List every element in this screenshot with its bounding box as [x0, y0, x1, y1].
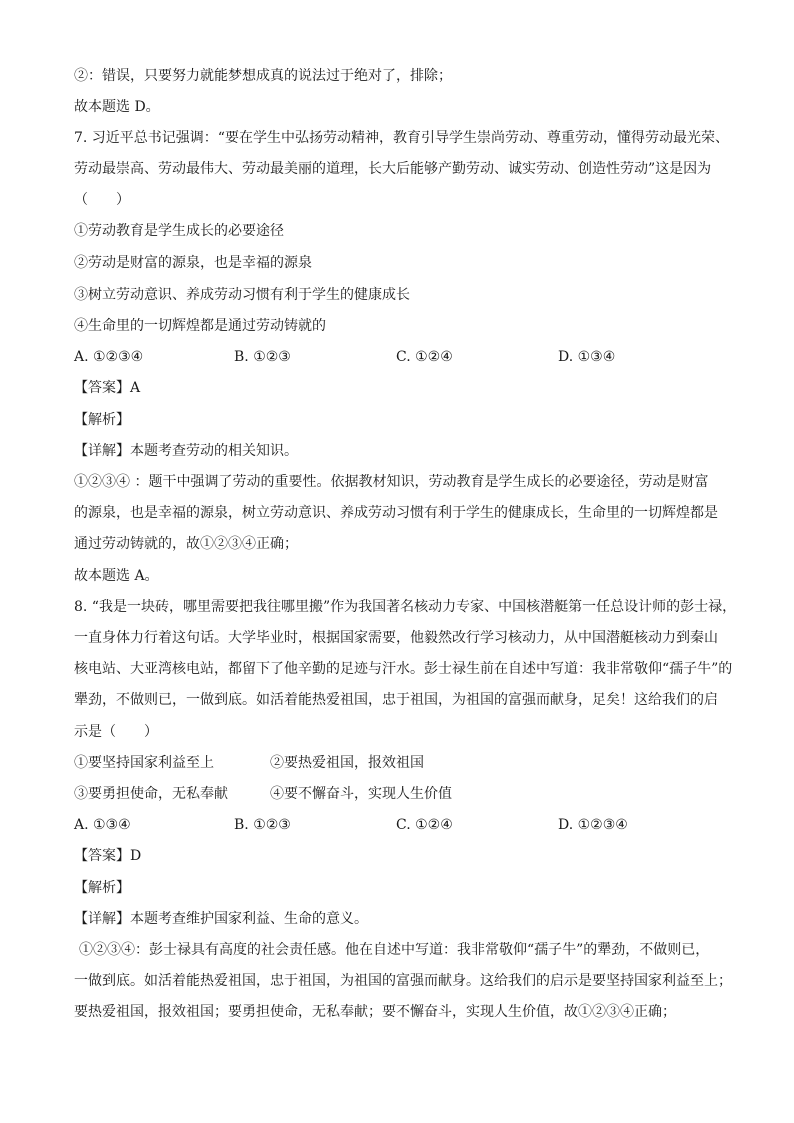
option-d: D. ①②③④: [558, 817, 628, 833]
text-line: 核电站、大亚湾核电站，都留下了他辛勤的足迹与汗水。彭士禄生前在自述中写道：我非常敬仰“孺子牛”的: [74, 661, 733, 677]
text-line: 故本题选 A。: [74, 568, 159, 584]
detail-line: 【详解】本题考查维护国家利益、生命的意义。: [74, 911, 368, 927]
text-line: ①②③④：彭士禄具有高度的社会责任感。他在自述中写道：我非常敬仰“孺子牛”的犟劲，不做则已，: [79, 942, 710, 958]
option-c: C. ①②④: [396, 817, 453, 833]
analysis-label: 【解析】: [74, 880, 130, 896]
text-line: （ ）: [74, 192, 130, 208]
statement-2: ②劳动是财富的源泉，也是幸福的源泉: [74, 255, 312, 271]
statement-1: ①劳动教育是学生成长的必要途径: [74, 223, 284, 239]
answer-label: 【答案】D: [74, 848, 142, 864]
text-line: 的源泉，也是幸福的源泉，树立劳动意识、养成劳动习惯有利于学生的健康成长，生命里的一切辉煌都是: [74, 505, 718, 521]
text-line: 劳动最崇高、劳动最伟大、劳动最美丽的道理，长大后能够产勤劳动、诚实劳动、创造性劳动”这是因为: [74, 161, 712, 177]
option-a: A. ①③④: [74, 817, 131, 833]
text-line: 示是（ ）: [74, 724, 158, 740]
analysis-label: 【解析】: [74, 412, 130, 428]
statements-row: ①要坚持国家利益至上 ②要热爱祖国，报效祖国: [74, 755, 424, 771]
detail-line: 【详解】本题考查劳动的相关知识。: [74, 443, 298, 459]
option-a: A. ①②③④: [74, 349, 144, 365]
statements-row: ③要勇担使命，无私奉献 ④要不懈奋斗，实现人生价值: [74, 786, 452, 802]
text-line: 要热爱祖国，报效祖国；要勇担使命，无私奉献；要不懈奋斗，实现人生价值，故①②③④正确；: [74, 1004, 676, 1020]
statement-4: ④生命里的一切辉煌都是通过劳动铸就的: [74, 318, 326, 334]
question-7-stem: 7. 习近平总书记强调：“要在学生中弘扬劳动精神，教育引导学生崇尚劳动、尊重劳动，懂得劳动最光荣、: [74, 130, 729, 146]
text-line: 通过劳动铸就的，故①②③④正确；: [74, 536, 298, 552]
question-8-stem: 8. “我是一块砖，哪里需要把我往哪里搬”作为我国著名核动力专家、中国核潜艇第一任总设计师的彭士禄，: [74, 599, 737, 615]
option-b: B. ①②③: [234, 817, 291, 833]
option-b: B. ①②③: [234, 349, 291, 365]
text-line: 犟劲，不做则已，一做到底。如活着能热爱祖国，忠于祖国，为祖国的富强而献身，足矣！这给我们的启: [74, 692, 718, 708]
statement-3: ③树立劳动意识、养成劳动习惯有利于学生的健康成长: [74, 287, 410, 303]
text-line: ①②③④ ：题干中强调了劳动的重要性。依据教材知识，劳动教育是学生成长的必要途径，劳动是财富: [74, 474, 709, 490]
text-line: ②：错误，只要努力就能梦想成真的说法过于绝对了，排除；: [74, 68, 452, 84]
option-d: D. ①③④: [558, 349, 616, 365]
text-line: 一直身体力行着这句话。大学毕业时，根据国家需要，他毅然改行学习核动力，从中国潜艇核动力到秦山: [74, 630, 718, 646]
option-c: C. ①②④: [396, 349, 453, 365]
text-line: 一做到底。如活着能热爱祖国，忠于祖国，为祖国的富强而献身。这给我们的启示是要坚持国家利益至上；: [74, 973, 732, 989]
answer-label: 【答案】A: [74, 380, 141, 396]
text-line: 故本题选 D。: [74, 99, 160, 115]
